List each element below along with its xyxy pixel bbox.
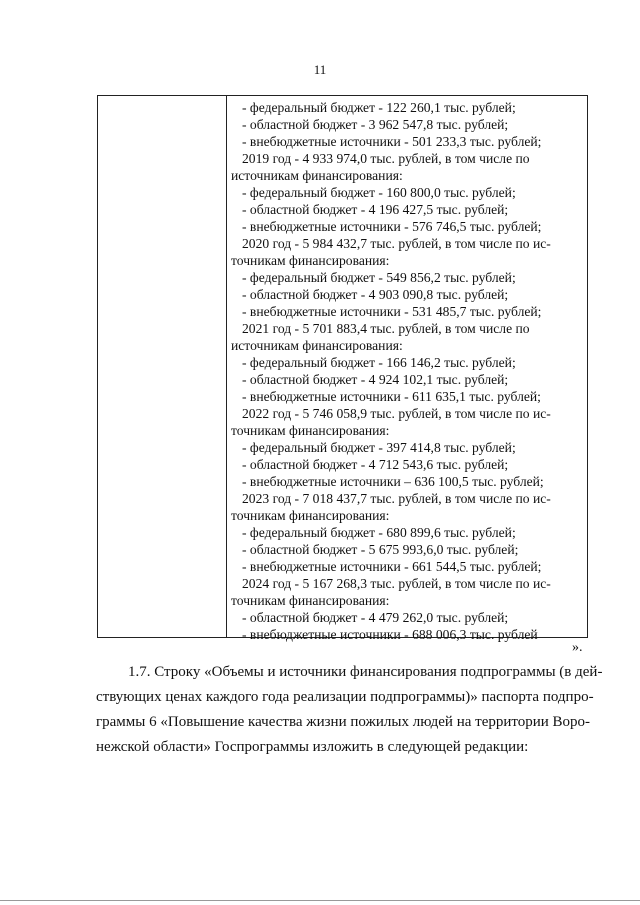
table-column-divider — [226, 96, 227, 637]
year-total-line: 2019 год - 4 933 974,0 тыс. рублей, в том числе по — [242, 151, 530, 166]
continuation-line: точникам финансирования: — [231, 593, 390, 608]
funding-source-line: - областной бюджет - 3 962 547,8 тыс. рублей; — [242, 117, 509, 132]
page-bottom-rule — [0, 900, 640, 901]
paragraph-line: ствующих ценах каждого года реализации подпрограммы)» паспорта подпро- — [96, 689, 594, 705]
year-total-line: 2023 год - 7 018 437,7 тыс. рублей, в том числе по ис- — [242, 491, 551, 506]
funding-source-line: - федеральный бюджет - 549 856,2 тыс. рублей; — [242, 270, 516, 285]
funding-source-line: - внебюджетные источники - 611 635,1 тыс. рублей; — [242, 389, 541, 404]
continuation-line: источникам финансирования: — [231, 338, 403, 353]
year-total-line: 2024 год - 5 167 268,3 тыс. рублей, в том числе по ис- — [242, 576, 551, 591]
funding-source-line: - областной бюджет - 4 479 262,0 тыс. рублей; — [242, 610, 509, 625]
funding-source-line: - внебюджетные источники - 576 746,5 тыс. рублей; — [242, 219, 542, 234]
funding-source-line: - внебюджетные источники - 531 485,7 тыс. рублей; — [242, 304, 542, 319]
continuation-line: точникам финансирования: — [231, 423, 390, 438]
funding-source-line: - федеральный бюджет - 160 800,0 тыс. рублей; — [242, 185, 516, 200]
funding-source-line: - областной бюджет - 5 675 993,6,0 тыс. рублей; — [242, 542, 519, 557]
funding-source-line: - внебюджетные источники - 501 233,3 тыс. рублей; — [242, 134, 542, 149]
continuation-line: точникам финансирования: — [231, 508, 390, 523]
funding-source-line: - федеральный бюджет - 166 146,2 тыс. рублей; — [242, 355, 516, 370]
financing-details-cell — [231, 99, 585, 643]
body-paragraph — [96, 660, 603, 760]
closing-quote: ». — [572, 640, 583, 655]
funding-source-line: - внебюджетные источники – 636 100,5 тыс. рублей; — [242, 474, 544, 489]
funding-source-line: - областной бюджет - 4 903 090,8 тыс. рублей; — [242, 287, 509, 302]
continuation-line: точникам финансирования: — [231, 253, 390, 268]
year-total-line: 2022 год - 5 746 058,9 тыс. рублей, в том числе по ис- — [242, 406, 551, 421]
funding-source-line: - областной бюджет - 4 924 102,1 тыс. рублей; — [242, 372, 509, 387]
funding-source-line: - областной бюджет - 4 196 427,5 тыс. рублей; — [242, 202, 509, 217]
funding-source-line: - внебюджетные источники - 688 006,3 тыс. рублей — [242, 627, 538, 642]
paragraph-line: нежской области» Госпрограммы изложить в следующей редакции: — [96, 739, 529, 755]
funding-source-line: - внебюджетные источники - 661 544,5 тыс. рублей; — [242, 559, 542, 574]
year-total-line: 2021 год - 5 701 883,4 тыс. рублей, в том числе по — [242, 321, 530, 336]
year-total-line: 2020 год - 5 984 432,7 тыс. рублей, в том числе по ис- — [242, 236, 551, 251]
page-number: 11 — [313, 62, 327, 77]
paragraph-line: граммы 6 «Повышение качества жизни пожилых людей на территории Воро- — [96, 714, 591, 730]
continuation-line: источникам финансирования: — [231, 168, 403, 183]
funding-source-line: - областной бюджет - 4 712 543,6 тыс. рублей; — [242, 457, 509, 472]
financing-table — [97, 95, 588, 642]
paragraph-line: 1.7. Строку «Объемы и источники финансирования подпрограммы (в дей- — [128, 664, 603, 680]
funding-source-line: - федеральный бюджет - 680 899,6 тыс. рублей; — [242, 525, 516, 540]
funding-source-line: - федеральный бюджет - 122 260,1 тыс. рублей; — [242, 100, 516, 115]
funding-source-line: - федеральный бюджет - 397 414,8 тыс. рублей; — [242, 440, 516, 455]
